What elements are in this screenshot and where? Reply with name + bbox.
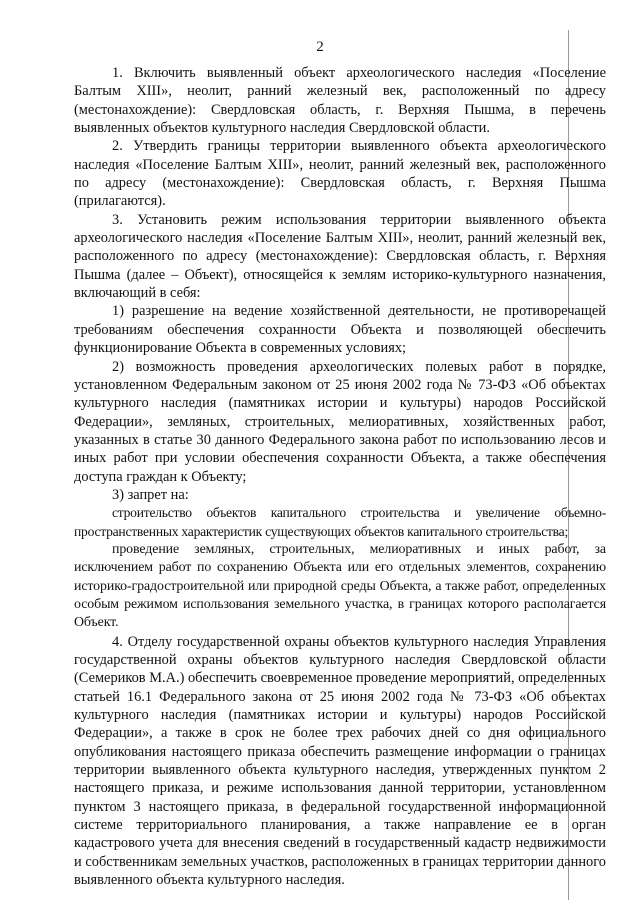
page-number: 2 [316, 39, 324, 55]
document-body [74, 64, 606, 889]
subparagraph-2: 2) возможность проведения археологических полевых работ в порядке, установленном Федеральным законом от 25 июня 2002 года № 73-ФЗ «Об объектах культурного наследия (памятниках истории и культуры) народов Российской Федерации», земляных, строительных, мелиоративных, хозяйственных работ, указанных в статье 30 данного Федерального закона работ по использованию лесов и иных работ при условии обеспечения сохранности Объекта, а также обеспечения доступа граждан к Объекту; [74, 358, 606, 485]
paragraph-item-1: 1. Включить выявленный объект археологического наследия «Поселение Балтым XIII», неолит, ранний железный век, расположенный по адресу (местонахождение): Свердловская область, г. Верхняя Пышма, в перечень выявленных объектов культурного наследия Свердловской области. [74, 65, 606, 137]
subparagraph-3: 3) запрет на: [112, 486, 189, 503]
prohibition-construction: строительство объектов капитального строительства и увеличение объемно-пространственных характеристик существующих объектов капитального строительства; [74, 505, 606, 539]
paragraph-item-4: 4. Отделу государственной охраны объектов культурного наследия Управления государственной охраны объектов культурного наследия Свердловской области (Семериков М.А.) обеспечить своевременное проведение мероприятий, определенных статьей 16.1 Федерального закона от 25 июня 2002 года № 73-ФЗ «Об объектах культурного наследия (памятниках истории и культуры) народов Российской Федерации», а также в срок не более трех рабочих дней со дня официального опубликования настоящего приказа обеспечить размещение информации о границах территории выявленного объекта культурного наследия, утвержденных пунктом 2 настоящего приказа, и режиме использования данной территории, установленном пунктом 3 настоящего приказа, в федеральной государственной информационной системе территориального планирования, а также направление ее в орган кадастрового учета для внесения сведений в государственный кадастр недвижимости и собственникам земельных участков, расположенных в границах территории данного выявленного объекта культурного наследия. [74, 633, 606, 889]
subparagraph-1: 1) разрешение на ведение хозяйственной деятельности, не противоречащей требованиям обеспечения сохранности Объекта и позволяющей обеспечить функционирование Объекта в современных условиях; [74, 303, 606, 357]
paragraph-item-2: 2. Утвердить границы территории выявленного объекта археологического наследия «Поселение Балтым XIII», неолит, ранний железный век, расположенного по адресу (местонахождение): Свердловская область, г. Верхняя Пышма (прилагаются). [74, 138, 606, 210]
paragraph-item-3: 3. Установить режим использования территории выявленного объекта археологического наследия «Поселение Балтым XIII», неолит, ранний железный век, расположенного по адресу (местонахождение): Свердловская область, г. Верхняя Пышма (далее – Объект), относящейся к землям историко-культурного назначения, включающий в себя: [74, 211, 606, 302]
prohibition-works: проведение земляных, строительных, мелиоративных и иных работ, за исключением работ по сохранению Объекта или его отдельных элементов, сохранению историко-градостроительной или природной среды Объекта, а также работ, определенных особым режимом использования земельного участка, в границах которого располагается Объект. [74, 541, 606, 631]
